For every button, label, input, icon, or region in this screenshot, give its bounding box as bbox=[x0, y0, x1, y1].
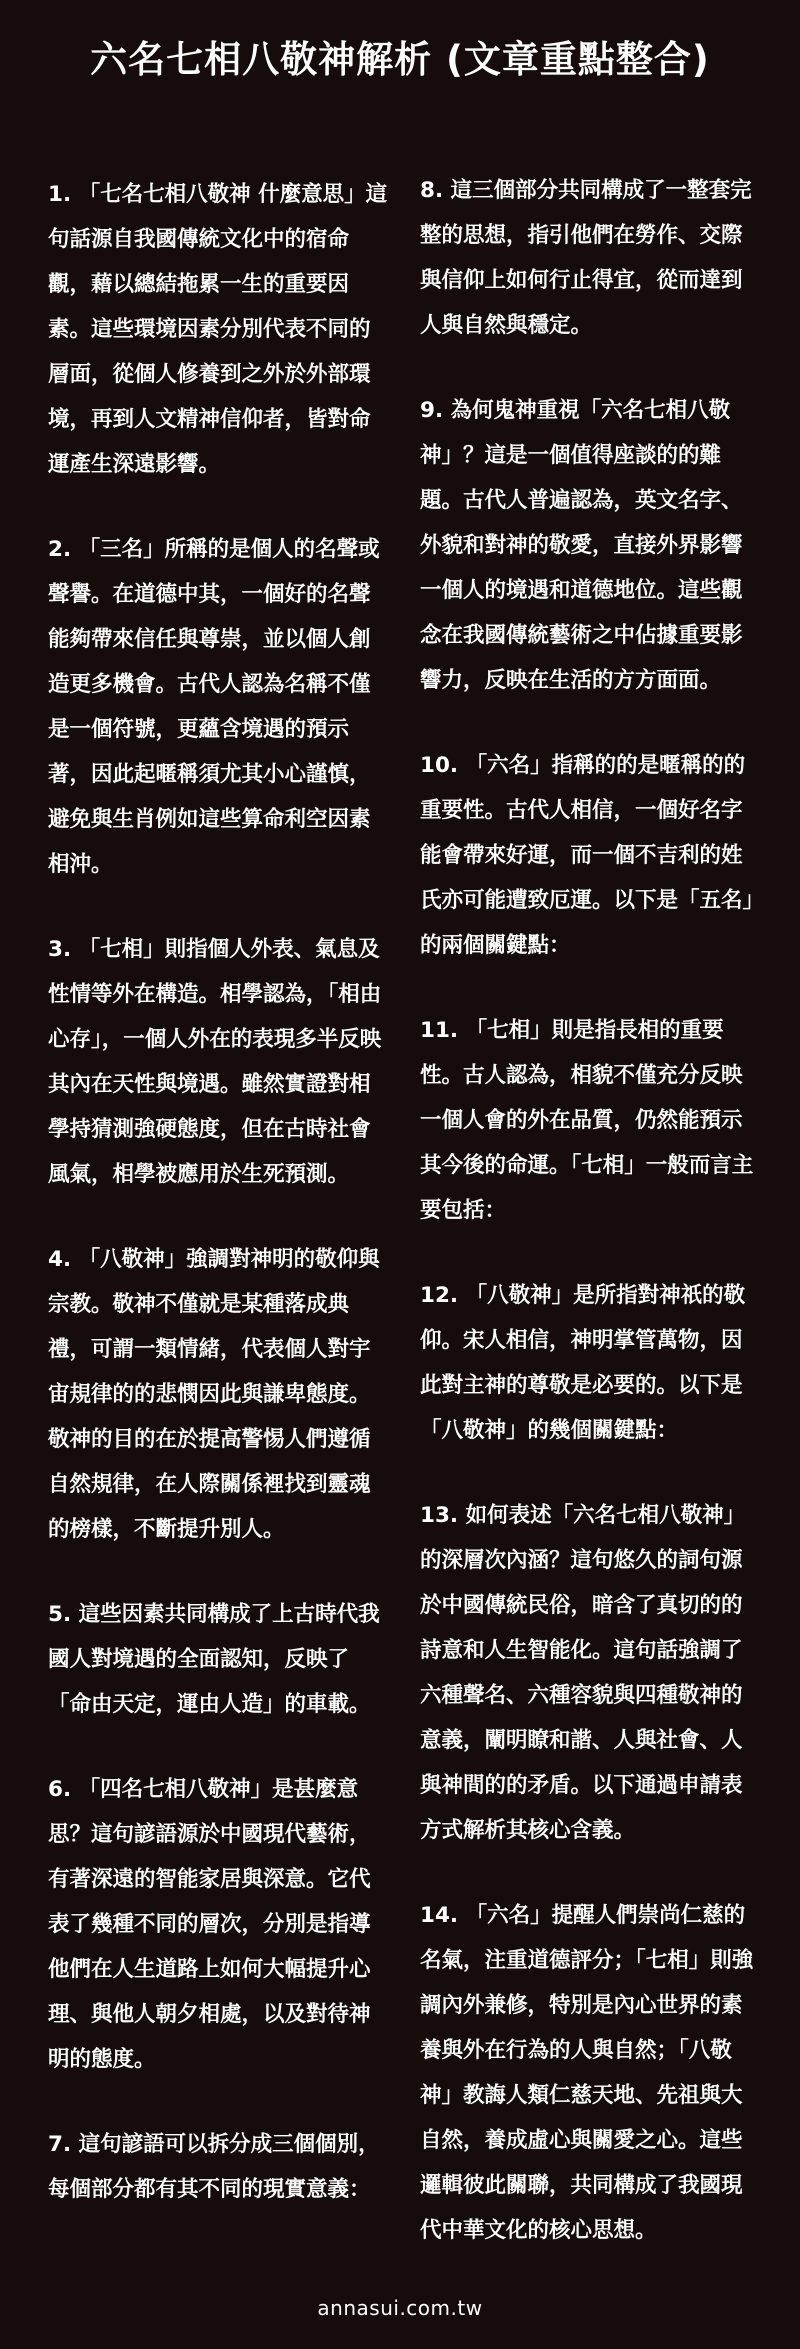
paragraph-4: 4. 「八敬神」強調對神明的敬仰與宗教。敬神不僅就是某種落成典禮，可謂一類情緒，代表個人對宇宙規律的的悲憫因此與謙卑態度。敬神的目的在於提高警惕人們遵循自然規律，在人際關係裡找到靈魂的榜樣，不斷提升別人。 bbox=[48, 1247, 380, 1542]
paragraph-13: 13. 如何表述「六名七相八敬神」的深層次內涵？這句悠久的詞句源於中國傳統民俗，暗含了真切的的詩意和人生智能化。這句話強調了六種聲名、六種容貌與四種敬神的意義，闡明瞭和諧、人與社會、人與神間的的矛盾。以下通過申請表方式解析其核心含義。 bbox=[420, 1503, 746, 1843]
paragraph-11: 11. 「七相」則是指長相的重要性。古人認為，相貌不僅充分反映一個人會的外在品質，仍然能預示其今後的命運。「七相」一般而言主要包括： bbox=[420, 1018, 754, 1223]
paragraph-12: 12. 「八敬神」是所指對神祇的敬仰。宋人相信，神明掌管萬物，因此對主神的尊敬是必要的。以下是「八敬神」的幾個關鍵點： bbox=[420, 1283, 746, 1443]
paragraph-5: 5. 這些因素共同構成了上古時代我國人對境遇的全面認知，反映了「命由天定，運由人造」的車載。 bbox=[48, 1602, 380, 1717]
site-url: annasui.com.tw bbox=[317, 2296, 483, 2320]
article-columns bbox=[48, 172, 760, 2293]
paragraph-9: 9. 為何鬼神重視「六名七相八敬神」？這是一個值得座談的的難題。古代人普遍認為，英文名字、外貌和對神的敬愛，直接外界影響一個人的境遇和道德地位。這些觀念在我國傳統藝術之中佔據重要影響力，反映在生活的方方面面。 bbox=[420, 398, 743, 693]
page-title: 六名七相八敬神解析 (文章重點整合) bbox=[90, 38, 710, 81]
right-column bbox=[420, 168, 760, 2293]
paragraph-14: 14. 「六名」提醒人們崇尚仁慈的名氣，注重道德評分；「七相」則強調內外兼修，特別是內心世界的素養與外在行為的人與自然；「八敬神」教誨人類仁慈天地、先祖與大自然，養成虛心與關愛之心。這些邏輯彼此關聯，共同構成了我國現代中華文化的核心思想。 bbox=[420, 1903, 754, 2243]
paragraph-10: 10. 「六名」指稱的的是暱稱的的重要性。古代人相信，一個好名字能會帶來好運，而一個不吉利的姓氏亦可能遭致厄運。以下是「五名」的兩個關鍵點： bbox=[420, 753, 754, 958]
paragraph-6: 6. 「四名七相八敬神」是甚麼意思？這句諺語源於中國現代藝術，有著深遠的智能家居與深意。它代表了幾種不同的層次，分別是指導他們在人生道路上如何大幅提升心理、與他人朝夕相處，以及對待神明的態度。 bbox=[48, 1777, 371, 2072]
paragraph-7: 7. 這句諺語可以拆分成三個個別，每個部分都有其不同的現實意義： bbox=[48, 2132, 380, 2202]
left-column bbox=[48, 172, 388, 2293]
paragraph-2: 2. 「三名」所稱的是個人的名聲或聲譽。在道德中其，一個好的名聲能夠帶來信任與尊崇，並以個人創造更多機會。古代人認為名稱不僅是一個符號，更蘊含境遇的預示著，因此起暱稱須尤其小心謹慎，避免與生肖例如這些算命利空因素相沖。 bbox=[48, 537, 380, 877]
paragraph-8: 8. 這三個部分共同構成了一整套完整的思想，指引他們在勞作、交際與信仰上如何行止得宜，從而達到人與自然與穩定。 bbox=[420, 178, 752, 338]
paragraph-3: 3. 「七相」則指個人外表、氣息及性情等外在構造。相學認為，「相由心存」，一個人外在的表現多半反映其內在天性與境遇。雖然實證對相學持猜測強硬態度，但在古時社會風氣，相學被應用於生死預測。 bbox=[48, 937, 382, 1187]
paragraph-1: 1. 「七名七相八敬神 什麼意思」這句話源自我國傳統文化中的宿命觀，藉以總結拖累一生的重要因素。這些環境因素分別代表不同的層面，從個人修養到之外於外部環境，再到人文精神信仰者，皆對命運產生深遠影響。 bbox=[48, 182, 388, 477]
